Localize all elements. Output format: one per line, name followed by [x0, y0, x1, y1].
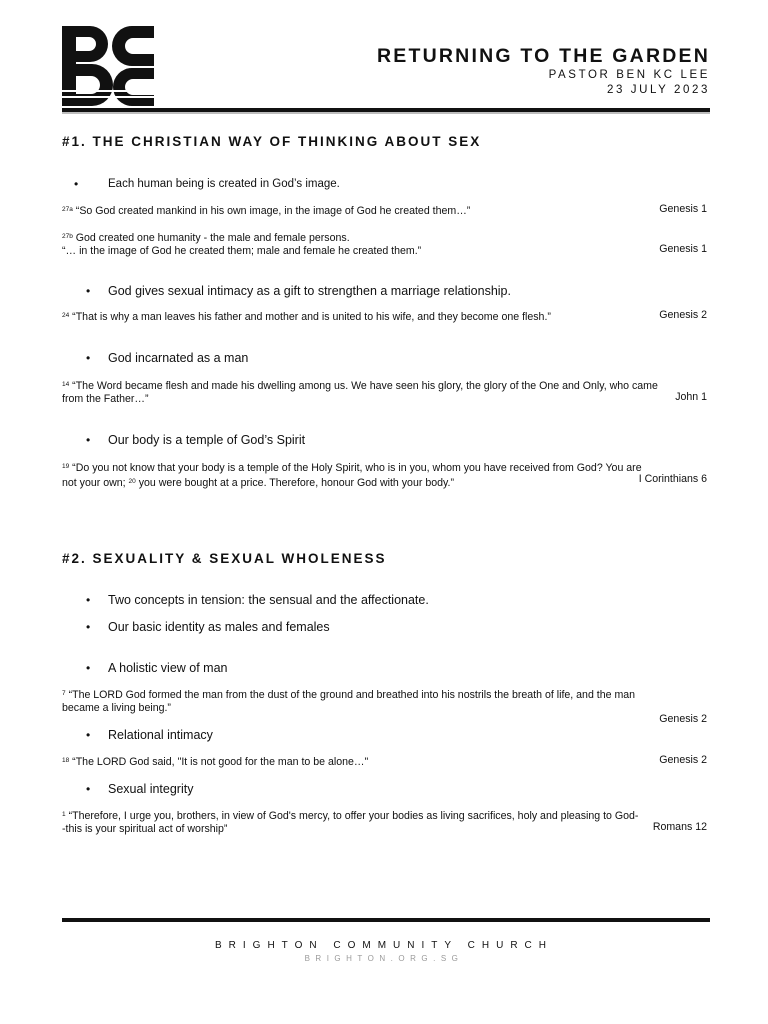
- sermon-date: 23 JULY 2023: [606, 84, 710, 96]
- section1-heading: #1. THE CHRISTIAN WAY OF THINKING ABOUT SEX: [62, 134, 482, 149]
- bullet-icon: •: [86, 433, 91, 447]
- verse-text: you were bought at a price. Therefore, honour God with your body.”: [135, 477, 454, 489]
- document-title: RETURNING TO THE GARDEN: [377, 45, 710, 67]
- verse-number: 27a: [62, 206, 73, 213]
- verse-number: 18: [62, 757, 70, 764]
- verse-text: “Therefore, I urge you, brothers, in view of God's mercy, to offer your bodies as living sacrifices, holy and pleasing to God-: [65, 810, 639, 822]
- bullet-icon: •: [86, 284, 91, 298]
- section1-verse-3: [62, 309, 708, 324]
- footer-org-name: BRIGHTON COMMUNITY CHURCH: [215, 940, 553, 951]
- verse-text: “So God created mankind in his own image, in the image of God he created them…”: [72, 205, 471, 217]
- section2-ref-2: Genesis 2: [659, 754, 707, 766]
- footer-website: BRIGHTON.ORG.SG: [304, 954, 464, 963]
- section2-heading: #2. SEXUALITY & SEXUAL WHOLENESS: [62, 551, 387, 566]
- verse-text: God created one humanity - the male and female persons.: [72, 232, 350, 244]
- verse-text: “That is why a man leaves his father and mother and is united to his wife, and they become one flesh.”: [69, 311, 551, 323]
- verse-number: 7: [62, 690, 66, 697]
- section1-verse-5: [62, 460, 708, 490]
- verse-text: became a living being.”: [62, 702, 171, 714]
- section1-verse-4: [62, 378, 708, 406]
- bullet-icon: •: [86, 728, 91, 742]
- bullet-icon: •: [86, 620, 91, 634]
- bullet-text: Each human being is created in God’s image.: [108, 178, 340, 190]
- bullet-text: Two concepts in tension: the sensual and the affectionate.: [108, 593, 429, 607]
- verse-text: “Do you not know that your body is a temple of the Holy Spirit, who is in you, whom you have received from God? You are: [69, 462, 642, 474]
- verse-number: 20: [128, 478, 136, 485]
- verse-text: not your own;: [62, 477, 129, 489]
- speaker-name: PASTOR BEN KC LEE: [548, 69, 710, 81]
- section2-ref-3: Romans 12: [652, 821, 707, 833]
- verse-text: from the Father…”: [62, 393, 149, 405]
- bullet-icon: •: [86, 782, 91, 796]
- section1-verse-1: [62, 203, 708, 218]
- bullet-text: Our body is a temple of God’s Spirit: [108, 433, 306, 447]
- bullet-icon: •: [74, 177, 79, 191]
- section1-ref-2: Genesis 1: [659, 243, 707, 255]
- verse-number: 24: [62, 312, 70, 319]
- verse-number: 27b: [62, 233, 73, 240]
- bullet-icon: •: [86, 593, 91, 607]
- bullet-text: Relational intimacy: [108, 728, 213, 742]
- section2-verse-3: [62, 808, 708, 836]
- bullet-text: A holistic view of man: [108, 661, 228, 675]
- verse-number: 19: [62, 463, 70, 470]
- bullet-text: God gives sexual intimacy as a gift to strengthen a marriage relationship.: [108, 284, 511, 298]
- section1-ref-3: Genesis 2: [659, 309, 707, 321]
- verse-text: “The LORD God said, "It is not good for the man to be alone…": [69, 756, 369, 768]
- verse-number: 14: [62, 381, 70, 388]
- bullet-text: Sexual integrity: [108, 782, 194, 796]
- footer-divider: [62, 918, 710, 922]
- verse-text: -this is your spiritual act of worship”: [62, 823, 228, 835]
- section1-ref-4: John 1: [675, 391, 707, 403]
- section2-ref-1: Genesis 2: [659, 713, 707, 725]
- verse-text: “… in the image of God he created them; male and female he created them.”: [62, 245, 422, 257]
- bullet-text: God incarnated as a man: [108, 351, 249, 365]
- section2-verse-2: [62, 754, 708, 769]
- verse-text: “The LORD God formed the man from the dust of the ground and breathed into his nostrils the breath of life, and the man: [65, 689, 636, 701]
- section1-ref-5: I Corinthians 6: [638, 473, 707, 485]
- bcc-logo: [62, 26, 156, 106]
- bullet-text: Our basic identity as males and females: [108, 620, 330, 634]
- verse-number: 1: [62, 811, 66, 818]
- bullet-icon: •: [86, 661, 91, 675]
- header-divider-shadow: [62, 112, 710, 114]
- section1-ref-1: Genesis 1: [659, 203, 707, 215]
- verse-text: “The Word became flesh and made his dwelling among us. We have seen his glory, the glory of the One and Only, who came: [69, 380, 658, 392]
- header-block: [377, 44, 710, 98]
- section1-verse-2: [62, 230, 708, 258]
- bullet-icon: •: [86, 351, 91, 365]
- section2-verse-1: [62, 687, 708, 715]
